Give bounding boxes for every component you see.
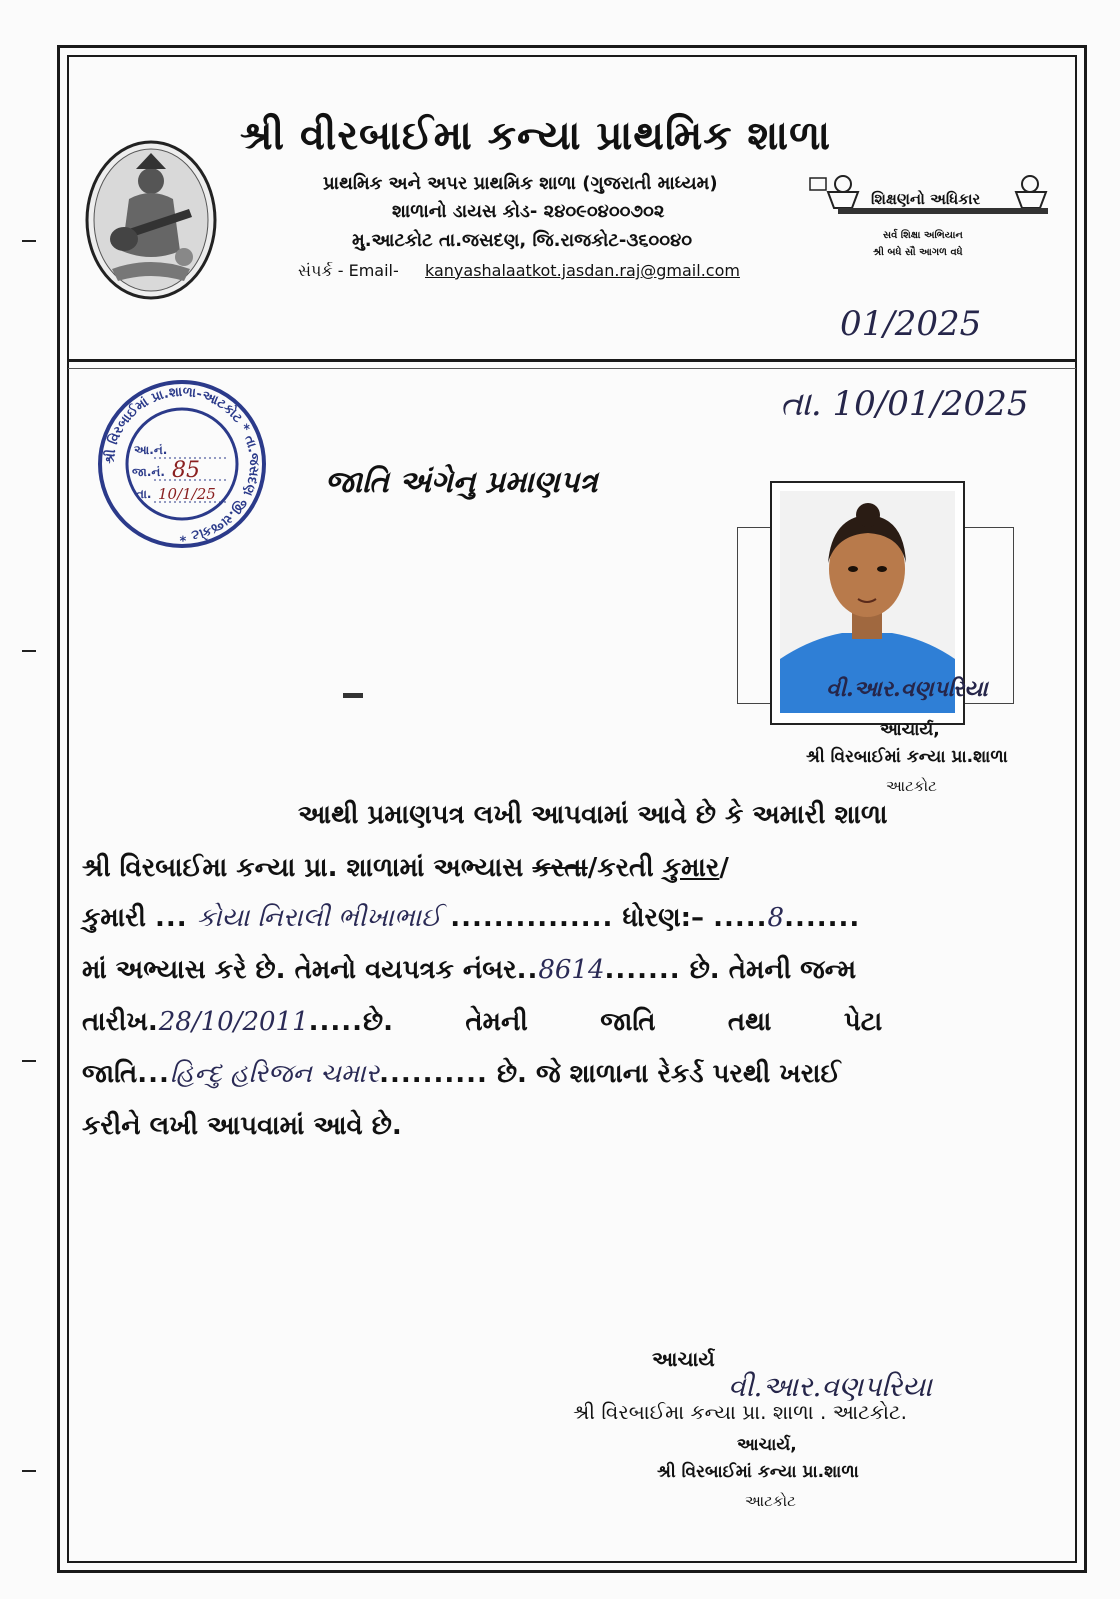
line2-slash: / — [719, 853, 729, 883]
dise-code: શાળાનો ડાયસ કોડ- ૨૪૦૯૦૪૦૦૭૦૨ — [392, 201, 665, 222]
std-value: 8 — [767, 903, 785, 933]
photo-stamp-place: આટકોટ — [886, 777, 937, 795]
issue-date: તા. 10/01/2025 — [780, 384, 1029, 424]
certificate-line-7: કરીને લખી આપવામાં આવે છે. — [82, 1111, 402, 1141]
header-divider — [68, 359, 1076, 362]
footer-stamp-school: શ્રી વિરબાઈમાં કન્યા પ્રા.શાળા — [657, 1462, 859, 1482]
photo-stamp-school: શ્રી વિરબાઈમાં કન્યા પ્રા.શાળા — [806, 747, 1008, 767]
contact-label: સંપર્ક - Email- — [298, 261, 399, 280]
line2-female: /કરતી — [587, 853, 654, 883]
stamp-row3-label: તા. — [136, 487, 152, 501]
school-type: પ્રાથમિક અને અપર પ્રાથમિક શાળા (ગુજરાતી માધ્યમ) — [323, 173, 718, 194]
ink-mark — [343, 693, 363, 698]
margin-mark — [22, 1060, 36, 1062]
line6-tail: છે. જે શાળાના રેકર્ડ પરથી ખરાઈ — [496, 1059, 841, 1089]
rte-badge — [808, 170, 1053, 265]
register-number: 8614 — [538, 955, 605, 985]
margin-mark — [22, 240, 36, 242]
line2-text: શ્રી વિરબાઈમા કન્યા પ્રા. શાળામાં અભ્યાસ — [82, 853, 524, 883]
certificate-line-1: આથી પ્રમાણપત્ર લખી આપવામાં આવે છે કે અમારી શાળા — [298, 800, 888, 830]
footer-role-label: આચાર્ય — [652, 1347, 715, 1371]
stamp-row2-label: જા.નં. — [132, 465, 165, 479]
footer-stamp-title: આચાર્ય, — [737, 1435, 797, 1455]
school-address: મુ.આટકોટ તા.જસદણ, જિ.રાજકોટ-૩૬૦૦૪૦ — [352, 230, 693, 251]
outward-number: 01/2025 — [840, 304, 982, 344]
line2-struck-male: કરતા — [532, 853, 588, 883]
stamp-row1-label: આ.નં. — [134, 443, 168, 457]
rte-line2: શ્રી બધે સૌ આગળ વધે — [873, 247, 963, 258]
margin-mark — [22, 650, 36, 652]
footer-school-line: શ્રી વિરબાઈમા કન્યા પ્રા. શાળા . આટકોટ. — [573, 1400, 907, 1424]
student-name: કોયા નિરાલી ભીખાભાઈ — [196, 903, 442, 933]
footer-stamp-place: આટકોટ — [745, 1492, 796, 1510]
stamp-ring-text: શ્રી વિરબાઈમાં પ્રા.શાળા-આટકોટ * તા.જસદણ જી.રાજકોટ * — [102, 384, 262, 544]
certificate-line-2 — [82, 853, 1057, 884]
stamp-row2-value: 85 — [172, 458, 200, 483]
stamp-row3-value: 10/1/25 — [158, 485, 216, 503]
header-divider-thin — [68, 368, 1076, 369]
line5-label: તારીખ — [82, 1007, 148, 1037]
line5-tail: છે. તેમની જાતિ તથા પેટા — [363, 1007, 883, 1037]
certificate-line-3: કુમારી ... કોયા નિરાલી ભીખાભાઈ ............... ધોરણ:– .....8....... — [82, 903, 861, 933]
certificate-line-4: માં અભ્યાસ કરે છે. તેમનો વયપત્રક નંબર..8614....... છે. તેમની જન્મ — [82, 955, 857, 985]
rte-line1: સર્વ શિક્ષા અભિયાન — [883, 230, 963, 241]
line6-label: જાતિ — [82, 1059, 138, 1089]
school-email[interactable]: kanyashalaatkot.jasdan.raj@gmail.com — [425, 261, 740, 280]
margin-mark — [22, 1470, 36, 1472]
certificate-line-5: તારીખ.28/10/2011.....છે. તેમની જાતિ તથા પેટા — [82, 1007, 883, 1037]
footer-signature: વી.આર.વણપરિયા — [728, 1370, 932, 1403]
caste: હિન્દુ હરિજન ચમાર — [169, 1059, 380, 1089]
photo-stamp-title: આચાર્ય, — [880, 720, 940, 740]
photo-signature: વી.આર.વણપરિયા — [826, 676, 988, 702]
line4-text: માં અભ્યાસ કરે છે. તેમનો વયપત્રક નંબર — [82, 955, 517, 985]
rte-title: શિક્ષણનો અધિકાર — [871, 190, 981, 208]
school-logo — [84, 139, 219, 301]
document-heading: જાતિ અંગેનુ પ્રમાણપત્ર — [325, 465, 598, 500]
certificate-line-6: જાતિ...હિન્દુ હરિજન ચમાર.......... છે. જે શાળાના રેકર્ડ પરથી ખરાઈ — [82, 1059, 841, 1089]
std-label: ધોરણ:– — [622, 903, 705, 933]
inward-stamp — [96, 378, 268, 550]
line4-tail: છે. તેમની જન્મ — [689, 955, 857, 985]
birth-date: 28/10/2011 — [158, 1007, 309, 1037]
school-name: શ્રી વીરબાઈમા કન્યા પ્રાથમિક શાળા — [240, 113, 832, 159]
line2-struck-boy: કુમાર — [662, 853, 720, 883]
line3-label: કુમારી — [82, 903, 146, 933]
